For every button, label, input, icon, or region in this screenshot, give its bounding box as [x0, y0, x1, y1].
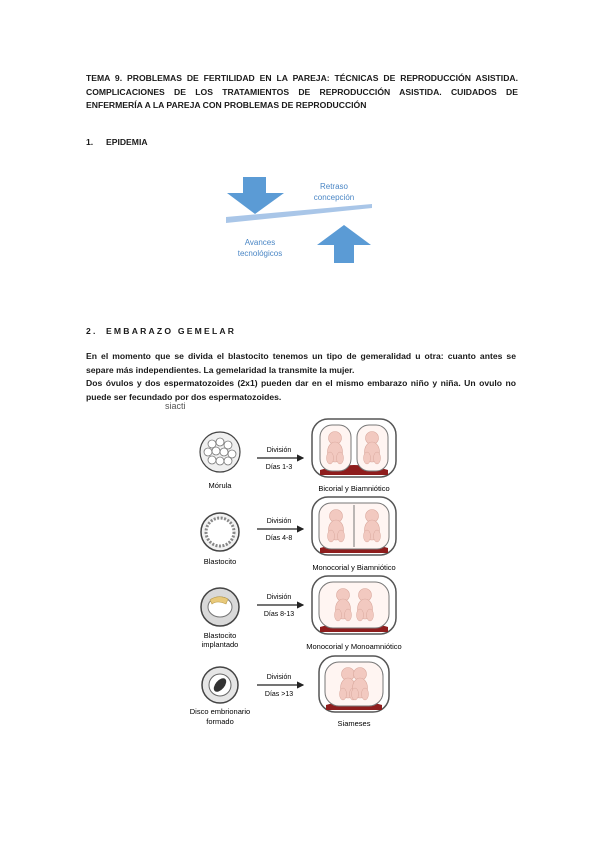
twin-sac-illustration: [312, 419, 396, 477]
result-label: Monocorial y Monoamniótico: [306, 642, 402, 651]
section-heading-epidemia: [86, 137, 148, 147]
document-title: TEMA 9. PROBLEMAS DE FERTILIDAD EN LA PAREJA: TÉCNICAS DE REPRODUCCIÓN ASISTIDA. COMPLICACIONES DE LOS TRATAMIENTOS DE REPRODUCCIÓN ASISTIDA. CUIDADOS DE ENFERMERÍA A LA PAREJA CON PROBLEMAS DE REPRODUCCIÓN: [86, 73, 518, 110]
days-label: Días 8-13: [263, 611, 295, 618]
result-label: Bicorial y Biamniótico: [318, 484, 390, 493]
row-blastocito-implantado: [201, 576, 402, 651]
row-blastocito: [201, 497, 396, 572]
row-morula: [200, 419, 396, 493]
epidemia-diagram: [222, 175, 372, 267]
result-label: Monocorial y Biamniótico: [312, 563, 396, 572]
days-label: Días 1-3: [265, 464, 293, 471]
stage-label: Disco embrionario: [189, 707, 251, 716]
label-avances: Avances: [244, 238, 276, 247]
label-retraso: Retraso: [319, 182, 349, 191]
section-title: EPIDEMIA: [106, 137, 148, 147]
section-title: EMBARAZO GEMELAR: [106, 326, 237, 336]
stage-label-line2: implantado: [201, 640, 239, 649]
paragraph: Dos óvulos y dos espermatozoides (2x1) pueden dar en el mismo embarazo niño y niña. Un ovulo no puede ser fecundado por dos espermatozoides.: [86, 378, 516, 402]
section-heading-embarazo-gemelar: [86, 326, 236, 336]
blastocyst-illustration: [201, 513, 239, 551]
result-label: Siameses: [337, 719, 371, 728]
twin-sac-illustration: [319, 656, 389, 712]
label-tecnologicos: tecnológicos: [237, 249, 283, 258]
stage-label-line2: formado: [206, 717, 234, 726]
label-concepcion: concepción: [313, 193, 355, 202]
section-number: 2.: [86, 326, 98, 336]
days-label: Días 4-8: [265, 535, 293, 542]
twin-sac-illustration: [312, 576, 396, 634]
embryonic-disc-illustration: [202, 667, 238, 703]
cut-off-label: siacti: [165, 401, 186, 411]
up-arrow: [317, 225, 371, 263]
division-label: División: [266, 518, 292, 525]
stage-label: Mórula: [208, 481, 232, 490]
division-label: División: [266, 674, 292, 681]
twin-sac-illustration: [312, 497, 396, 555]
morula-illustration: [200, 432, 240, 472]
stage-label: Blastocito: [203, 557, 237, 566]
row-disco-embrionario: [190, 656, 389, 728]
body-text: [86, 350, 516, 404]
down-arrow: [227, 177, 284, 214]
section-number: 1.: [86, 137, 94, 147]
days-label: Días >13: [264, 691, 294, 698]
stage-label: Blastocito: [203, 631, 237, 640]
division-label: División: [266, 594, 292, 601]
paragraph: En el momento que se divida el blastocito tenemos un tipo de gemeralidad u otra: cuanto antes se separe más independientes. La gemelaridad la transmite la mujer.: [86, 351, 516, 375]
implanted-blastocyst-illustration: [201, 588, 239, 626]
division-label: División: [266, 447, 292, 454]
twin-types-diagram: [160, 400, 410, 735]
